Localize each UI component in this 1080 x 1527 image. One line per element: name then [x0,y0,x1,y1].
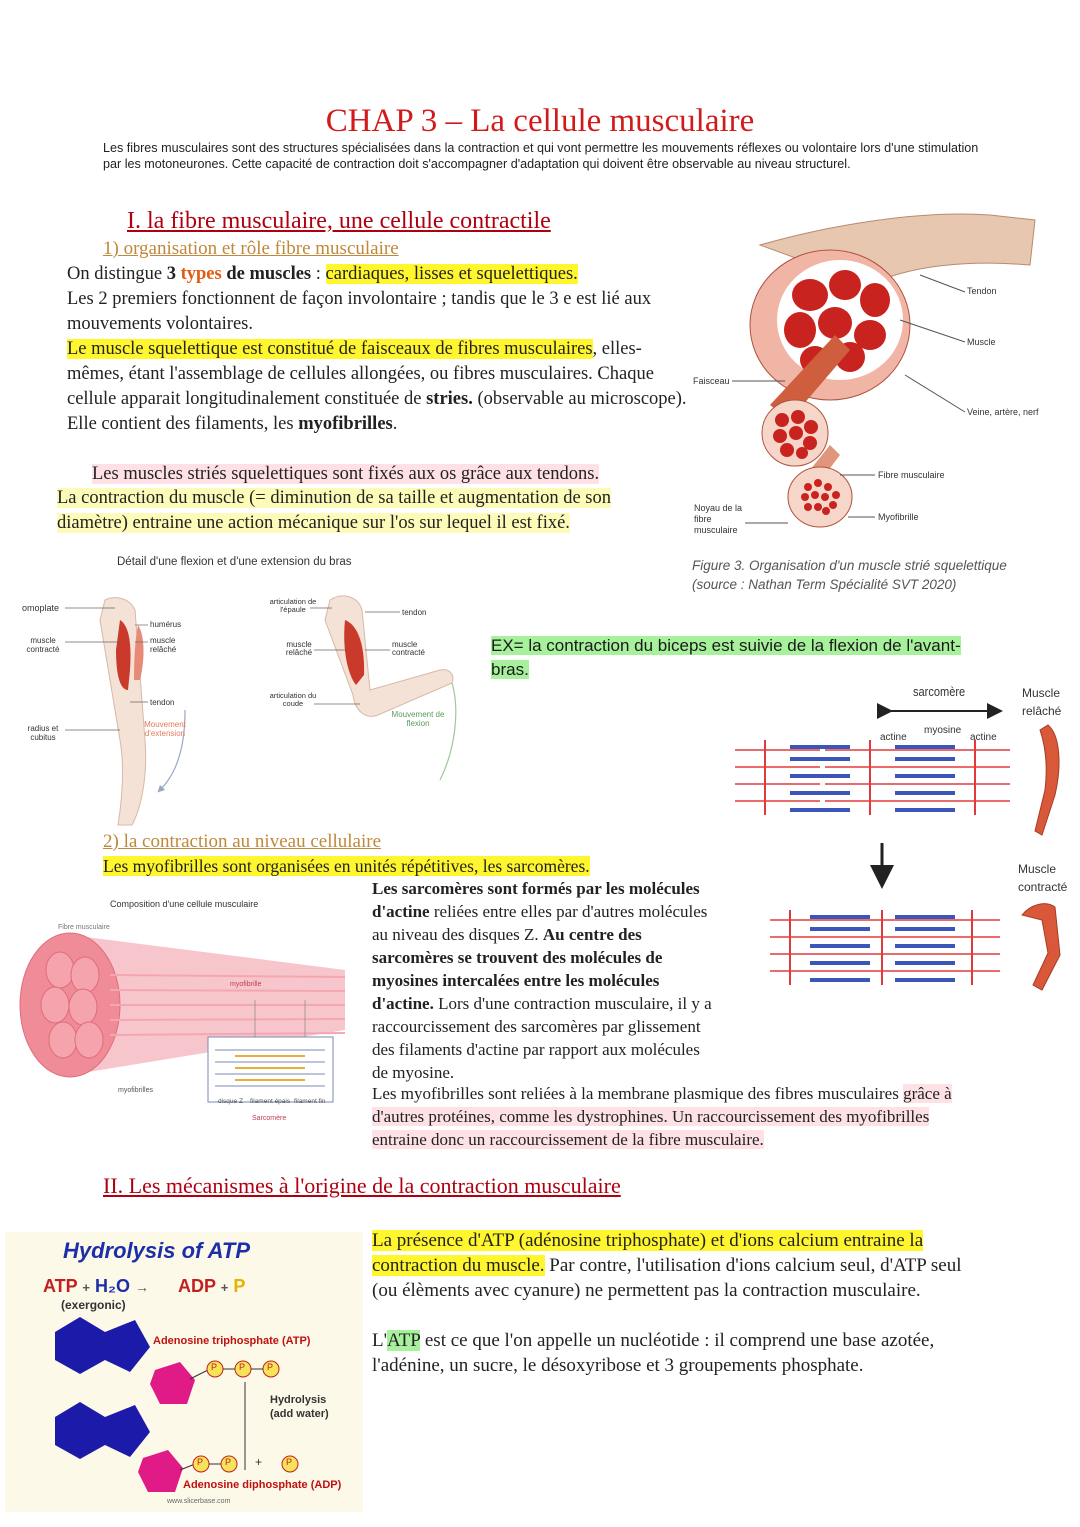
arm-label-muscle-relache2: muscle relâché [285,640,313,657]
sarcomere-sentence: Les myofibrilles sont organisées en unités répétitives, les sarcomères. [103,856,590,876]
dystrophine-paragraph: Les myofibrilles sont reliées à la membrane plasmique des fibres musculaires grâce à d'autres protéines, comme les dystrophines. Un raccourcissement des myofibrilles entraine donc un raccourcissement de la fibre musculaire. [372,1084,952,1149]
arm-label-tendon2: tendon [402,608,427,617]
plus-sign: + [255,1455,263,1469]
section2-paragraph-2: L'ATP est ce que l'on appelle un nucléotide : il comprend une base azotée, l'adénine, un sucre, le désoxyribose et 3 groupements phosphate. [372,1330,935,1376]
fig3-label-muscle: Muscle [967,337,996,347]
atp-molecule-diagram [5,1232,363,1512]
muscle-contracte-label: Muscle contracté [1018,862,1068,894]
atp-figure-source: www.slicerbase.com [167,1498,231,1505]
arm-label-radius: radius et cubitus [27,724,59,742]
actine-label-2: actine [970,732,997,743]
cell-label-fibre: Fibre musculaire [58,924,110,931]
arm-label-tendon: tendon [150,698,175,707]
arm-label-muscle-contracte2: muscle contracté [392,640,425,657]
intro-text: Les fibres musculaires sont des structures spécialisées dans la contraction et qui vont permettre les mouvements réflexes ou volontaire lors d'une stimulation par les motoneurones. Cette capacité de contraction doit s'accompagner d'adaptation qui doivent être observable au niveau structurel. [103,141,979,171]
cell-figure-title: Composition d'une cellule musculaire [110,899,259,909]
arm-label-omoplate: omoplate [22,603,60,613]
arm-label-artic-epaule: articulation de l'épaule [269,597,317,614]
arm-label-flexion: Mouvement de flexion [391,710,445,728]
phosphate-p1: P [211,1362,218,1372]
phosphate-p4: P [197,1457,204,1467]
arm-label-humerus: humérus [150,620,182,629]
cell-label-epais: filament épais [250,1098,291,1105]
phosphate-p3: P [267,1362,274,1372]
section2-paragraph-1: La présence d'ATP (adénosine triphosphate) et d'ions calcium entraine la contraction du muscle. Par contre, l'utilisation d'ions calcium seul, d'ATP seul (ou élèments avec cyanure) ne permettent pas la contraction musculaire. [372,1230,962,1301]
arm-figure [20,580,480,830]
adp-label: Adenosine diphosphate (ADP) [183,1479,342,1491]
cell-label-myofibrille: myofibrille [230,981,262,988]
cell-label-myofibrilles: myofibrilles [118,1087,154,1094]
fig3-label-noyau: Noyau de la fibre musculaire [694,503,743,535]
atp-hydrolysis-figure [5,1232,363,1512]
section1-sub1: 1) organisation et rôle fibre musculaire [103,238,399,259]
page-title: CHAP 3 – La cellule musculaire [325,103,755,139]
tendon-sentence: Les muscles striés squelettiques sont fixés aux os grâce aux tendons. [92,464,600,484]
hydrolysis-label: Hydrolysis (add water) [270,1394,329,1420]
atp-equation: ATP + H₂O → ADP + P [43,1276,246,1296]
arm-label-extension: Mouvement d'extension [144,720,186,738]
fig3-label-faisceau: Faisceau [693,376,730,386]
cell-label-disque: disque Z [218,1098,243,1105]
cell-label-fin: filament fin [294,1098,326,1105]
fig3-label-veine: Veine, artère, nerf [967,407,1039,417]
actine-label-1: actine [880,732,907,743]
phosphate-p6: P [286,1457,293,1467]
phosphate-p5: P [225,1457,232,1467]
fig3-caption: Figure 3. Organisation d'un muscle strié squelettique (source : Nathan Term Spécialité SVT 2020) [692,558,1007,592]
atp-figure-title: Hydrolysis of ATP [63,1238,251,1263]
exergonic-label: (exergonic) [61,1298,126,1312]
section1-heading: I. la fibre musculaire, une cellule contractile [127,208,551,234]
sarcomere-diagram [730,695,1075,1025]
sarcomere-label: sarcomère [913,684,966,699]
cell-label-sarcomere: Sarcomère [252,1115,287,1122]
section2-heading: II. Les mécanismes à l'origine de la contraction musculaire [103,1173,621,1198]
arm-label-muscle-relache: muscle relâché [150,636,177,654]
section1-paragraph-block: On distingue 3 types de muscles : cardiaques, lisses et squelettiques. Les 2 premiers fonctionnent de façon involontaire ; tandis que le 3 e est lié aux mouvements volontaires. Le muscle squelettique est constitué de faisceaux de fibres musculaires, elles-mêmes, étant l'assemblage de cellules allongées, ou fibres musculaires. Chaque cellule apparait longitudinalement constituée de stries. (observable au microscope). Elle contient des filaments, les myofibrilles. [67,264,687,434]
arm-label-muscle-contracte: muscle contracté [26,636,60,654]
contraction-sentence: La contraction du muscle (= diminution de sa taille et augmentation de son diamètre) entraine une action mécanique sur l'os sur lequel il est fixé. [57,488,611,533]
fig3-label-myofibrille: Myofibrille [878,512,919,522]
muscle-relache-label: Muscle relâché [1022,686,1062,718]
fig3-label-fibre: Fibre musculaire [878,470,945,480]
phosphate-p2: P [239,1362,246,1372]
example-sentence: EX= la contraction du biceps est suivie de la flexion de l'avant-bras. [491,636,961,679]
arm-figure-title: Détail d'une flexion et d'une extension du bras [117,556,352,568]
sarcomere-description: Les sarcomères sont formés par les molécules d'actine reliées entre elles par d'autres molécules au niveau des disques Z. Au centre des sarcomères se trouvent des molécules de myosines intercalées entre les molécules d'actine. Lors d'une contraction musculaire, il y a raccourcissement des sarcomères par glissement des filaments d'actine par rapport aux molécules de myosine. [372,879,712,1082]
myosine-label: myosine [924,725,962,736]
fig3-label-tendon: Tendon [967,286,997,296]
atp-label: Adenosine triphosphate (ATP) [153,1335,311,1347]
muscle-organisation-figure [690,205,1070,545]
section1-sub2: 2) la contraction au niveau cellulaire [103,831,382,852]
arm-label-artic-coude: articulation du coude [269,691,317,708]
